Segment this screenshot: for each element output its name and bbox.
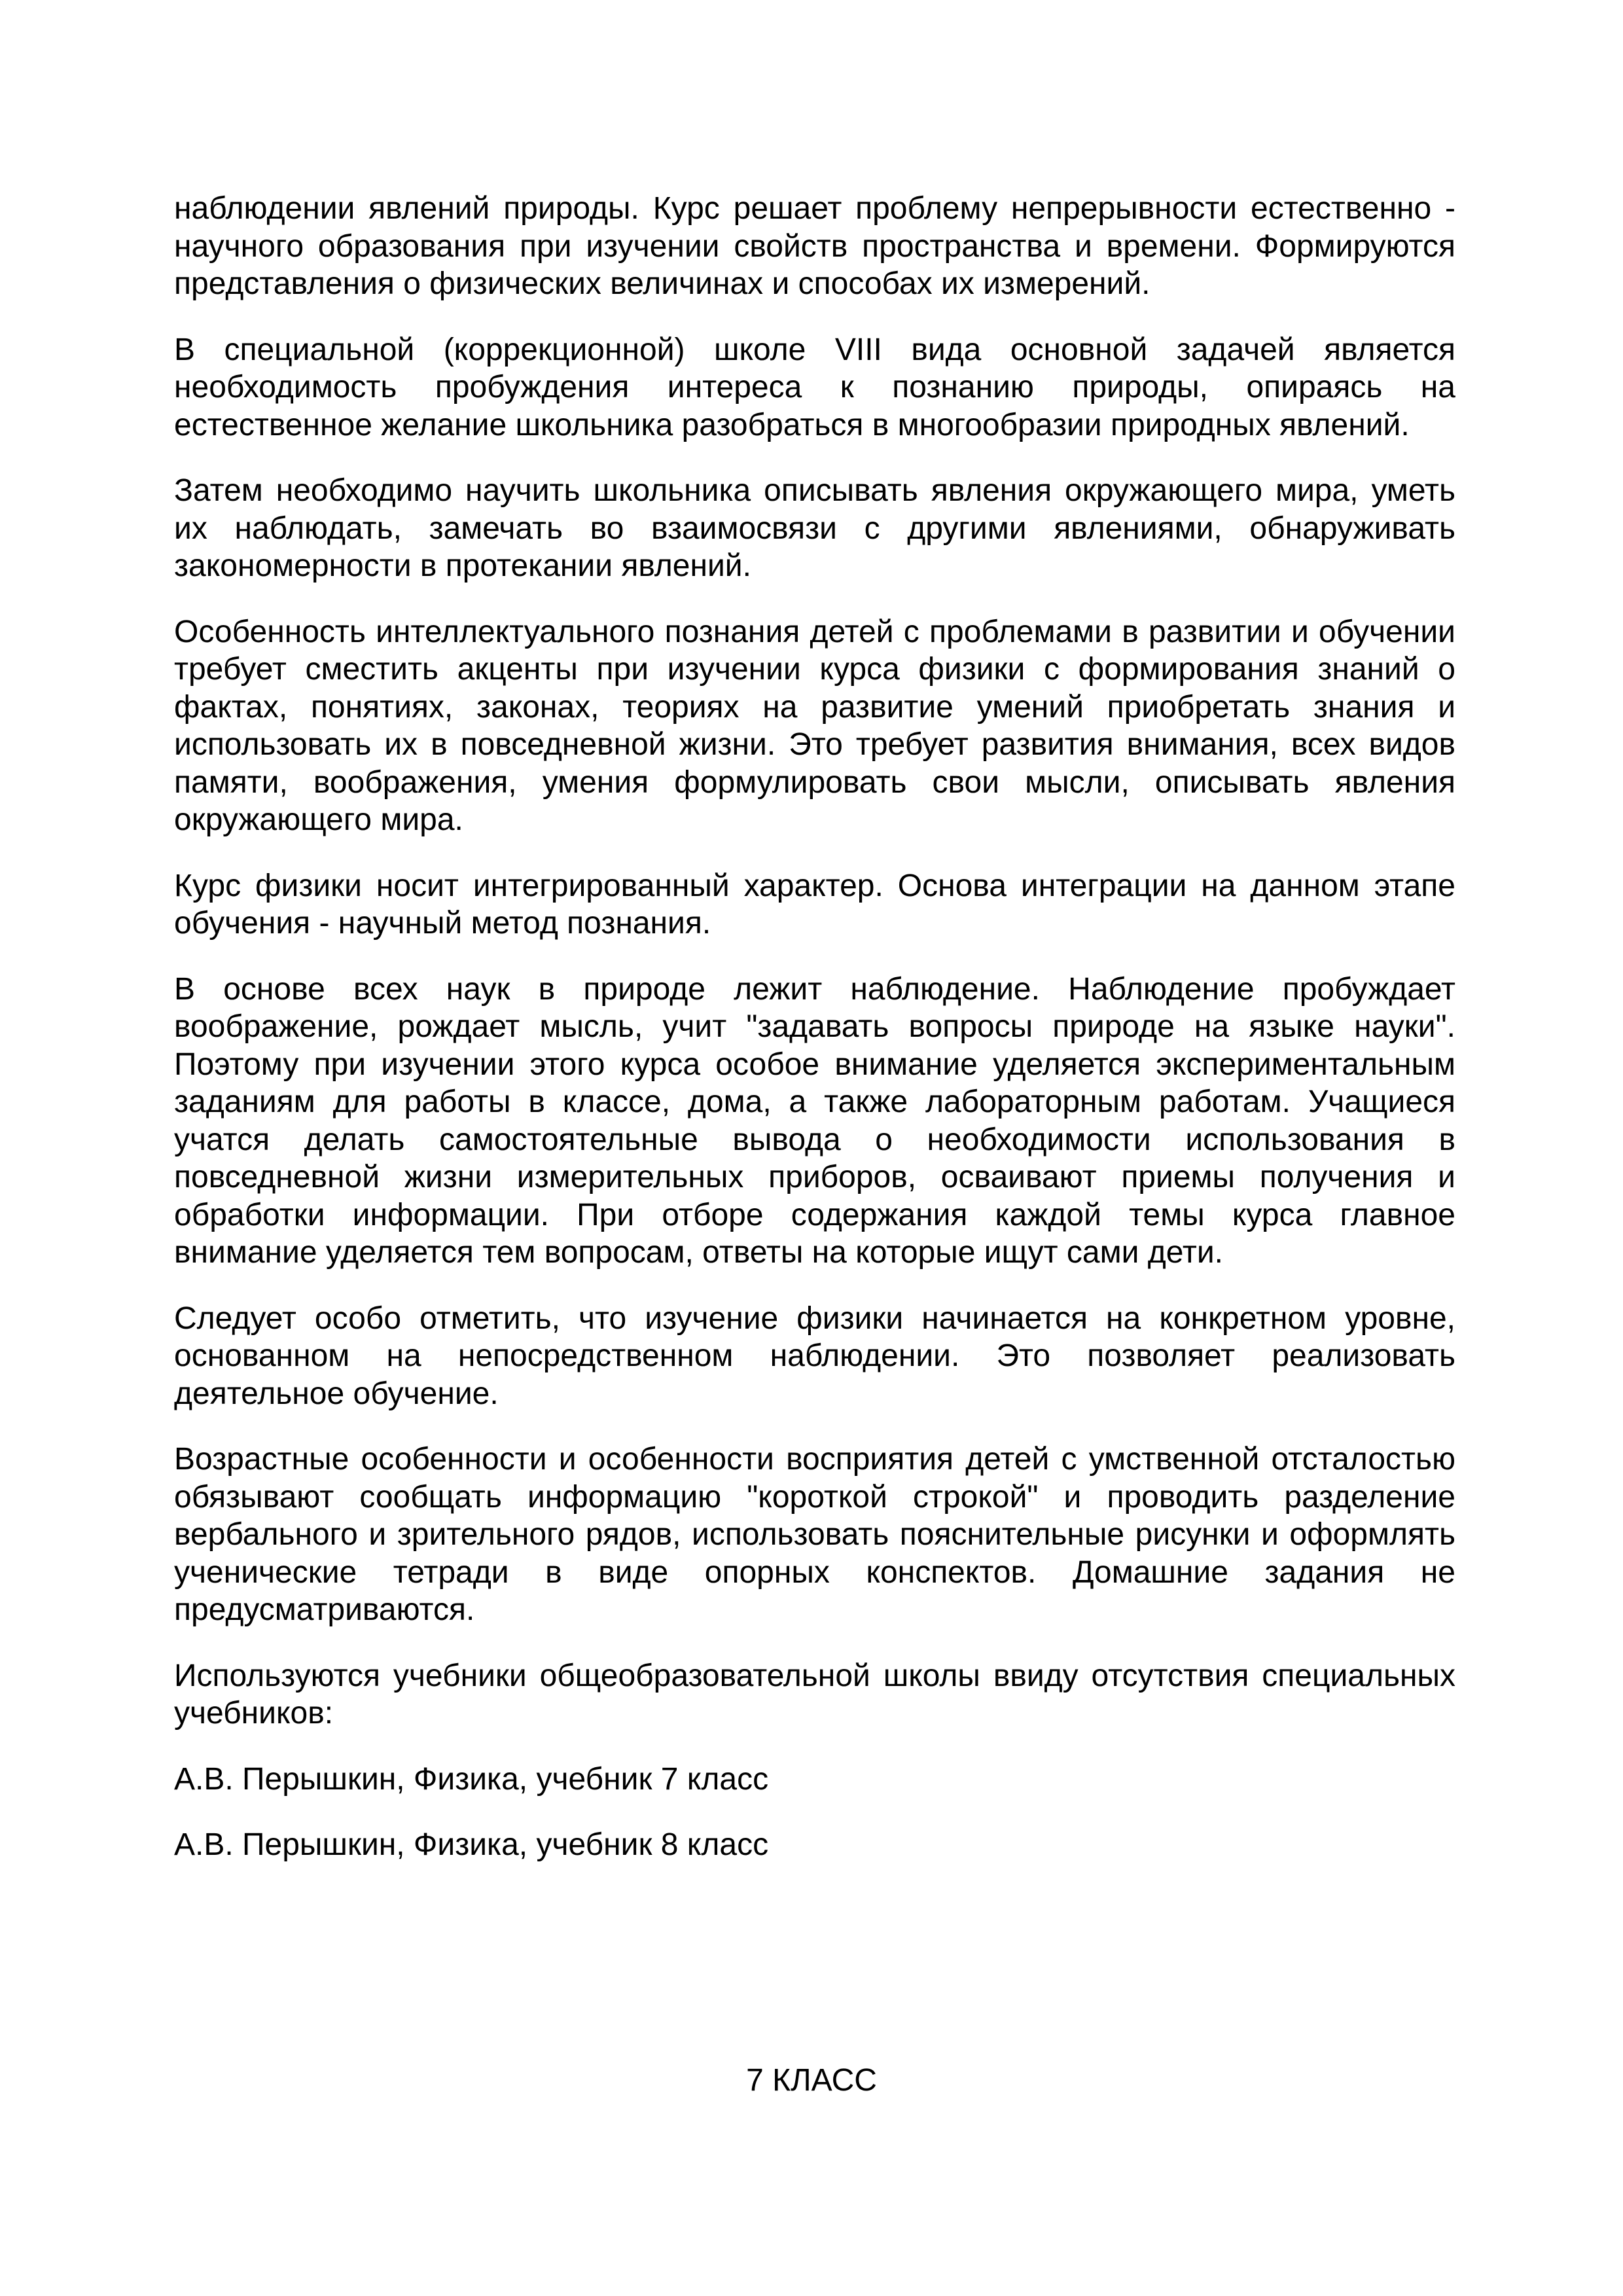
paragraph-8: Возрастные особенности и особенности восприятия детей с умственной отсталостью обязывают сообщать информацию "короткой строкой" и проводить разделение вербального и зрительного рядов, использовать пояснительные рисунки и оформлять ученические тетради в виде опорных конспектов. Домашние задания не предусматриваются. [174,1442,1455,1627]
paragraph-6: В основе всех наук в природе лежит наблюдение. Наблюдение пробуждает воображение, рождает мысль, учит "задавать вопросы природе на языке науки". Поэтому при изучении этого курса особое внимание уделяется экспериментальным заданиям для работы в классе, дома, а также лабораторным работам. Учащиеся учатся делать самостоятельные вывода о необходимости использования в повседневной жизни измерительных приборов, осваивают приемы получения и обработки информации. При отборе содержания каждой темы курса главное внимание уделяется тем вопросам, ответы на которые ищут сами дети. [174,971,1455,1270]
textbook-item-1: А.В. Перышкин, Физика, учебник 7 класс [174,1761,769,1797]
section-heading: 7 КЛАСС [746,2063,877,2098]
paragraph-9: Используются учебники общеобразовательной школы ввиду отсутствия специальных учебников: [174,1658,1455,1731]
paragraph-2: В специальной (коррекционной) школе VIII вида основной задачей является необходимость пробуждения интереса к познанию природы, опираясь на естественное желание школьника разобраться в многообразии природных явлений. [174,332,1455,442]
paragraph-1: наблюдении явлений природы. Курс решает проблему непрерывности естественно - научного образования при изучении свойств пространства и времени. Формируются представления о физических величинах и способах их измерений. [174,191,1455,301]
paragraph-3: Затем необходимо научить школьника описывать явления окружающего мира, уметь их наблюдать, замечать во взаимосвязи с другими явлениями, обнаруживать закономерности в протекании явлений. [174,473,1455,583]
document-body [174,190,1455,1892]
textbook-item-2: А.В. Перышкин, Физика, учебник 8 класс [174,1827,769,1862]
paragraph-5: Курс физики носит интегрированный характер. Основа интеграции на данном этапе обучения - научный метод познания. [174,868,1455,941]
paragraph-4: Особенность интеллектуального познания детей с проблемами в развитии и обучении требует сместить акценты при изучении курса физики с формирования знаний о фактах, понятиях, законах, теориях на развитие умений приобретать знания и использовать их в повседневной жизни. Это требует развития внимания, всех видов памяти, воображения, умения формулировать свои мысли, описывать явления окружающего мира. [174,614,1455,837]
paragraph-7: Следует особо отметить, что изучение физики начинается на конкретном уровне, основанном на непосредственном наблюдении. Это позволяет реализовать деятельное обучение. [174,1300,1455,1411]
